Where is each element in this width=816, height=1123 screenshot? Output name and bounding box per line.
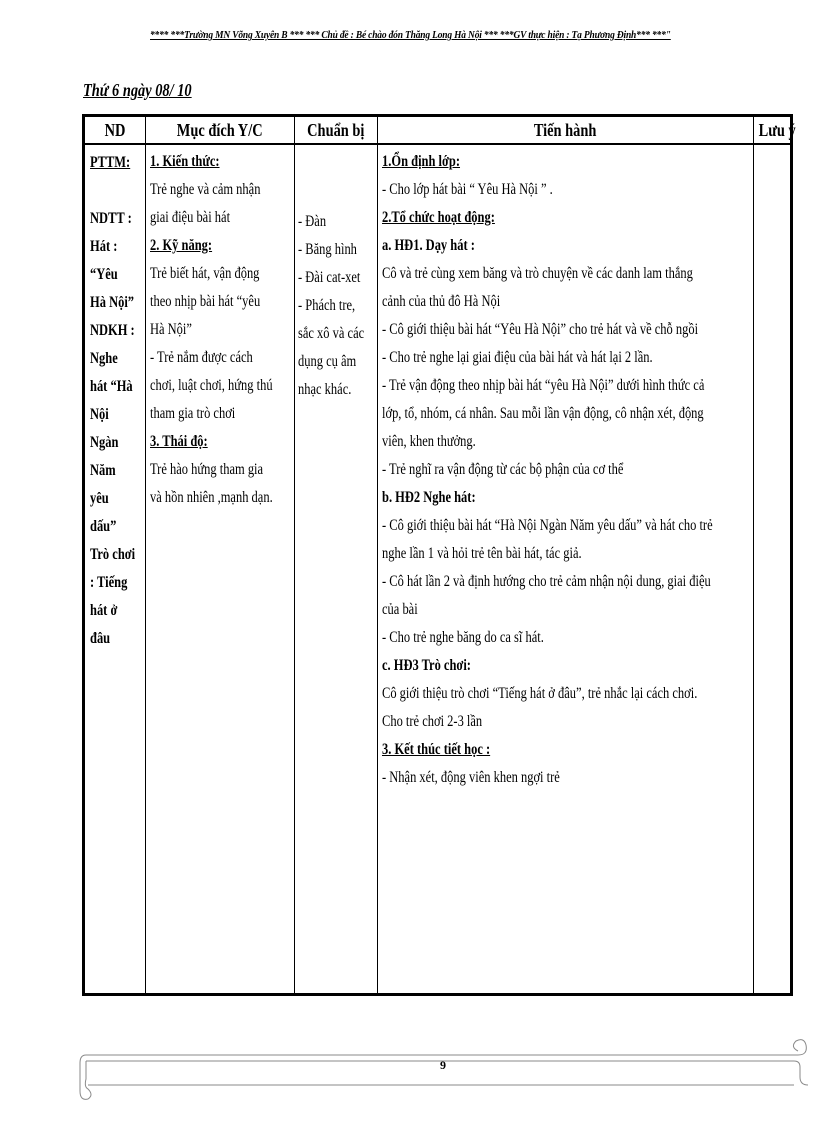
- nd-line: Nghe: [90, 350, 118, 367]
- chuan-bi-cell: [295, 144, 378, 995]
- chuan-bi-line: - Phách tre,: [298, 297, 356, 314]
- muc-dich-line: Trẻ biết hát, vận động: [150, 265, 260, 282]
- nd-line: : Tiếng: [90, 574, 128, 591]
- header-luu-y: Lưu ý: [754, 116, 792, 145]
- muc-dich-line: chơi, luật chơi, hứng thú: [150, 377, 273, 394]
- tien-hanh-line: Cô và trẻ cùng xem băng và trò chuyện về các danh lam thắng: [382, 265, 693, 282]
- nd-line: PTTM:: [90, 154, 131, 171]
- nd-line: Hà Nội”: [90, 294, 135, 311]
- luu-y-cell: [754, 144, 792, 995]
- header-nd: ND: [84, 116, 146, 145]
- nd-line: Năm: [90, 462, 116, 479]
- tien-hanh-line: - Cô giới thiệu bài hát “Hà Nội Ngàn Năm yêu dấu” và hát cho trẻ: [382, 517, 713, 534]
- tien-hanh-line: - Trẻ nghĩ ra vận động từ các bộ phận của cơ thể: [382, 461, 624, 478]
- date-title: Thứ 6 ngày 08/ 10: [83, 80, 192, 100]
- chuan-bi-line: nhạc khác.: [298, 381, 352, 398]
- tien-hanh-line: Cho trẻ chơi 2-3 lần: [382, 713, 483, 730]
- muc-dich-line: tham gia trò chơi: [150, 405, 236, 422]
- tien-hanh-line: viên, khen thưởng.: [382, 433, 476, 450]
- header-chuan-bi: Chuẩn bị: [295, 116, 378, 145]
- tien-hanh-line: Cô giới thiệu trò chơi “Tiếng hát ở đâu”, trẻ nhắc lại cách chơi.: [382, 685, 698, 702]
- muc-dich-line: Trẻ nghe và cảm nhận: [150, 181, 261, 198]
- nd-line: hát “Hà: [90, 378, 133, 395]
- page-header: **** ***Trường MN Võng Xuyên B *** *** Chủ đề : Bé chào đón Thăng Long Hà Nội *** ***GV thực hiện : Tạ Phương Định*** ***": [150, 29, 671, 41]
- tien-hanh-line: a. HĐ1. Dạy hát :: [382, 237, 475, 254]
- tien-hanh-line: 2.Tổ chức hoạt động:: [382, 209, 495, 226]
- tien-hanh-cell: [378, 144, 754, 995]
- tien-hanh-line: - Cho trẻ nghe lại giai điệu của bài hát và hát lại 2 lần.: [382, 349, 653, 366]
- tien-hanh-line: 1.Ổn định lớp:: [382, 153, 461, 170]
- muc-dich-line: - Trẻ nắm được cách: [150, 349, 253, 366]
- nd-line: Trò chơi: [90, 546, 136, 563]
- muc-dich-cell: [146, 144, 295, 995]
- muc-dich-line: Hà Nội”: [150, 321, 192, 338]
- chuan-bi-line: - Đài cat-xet: [298, 269, 361, 286]
- table-body-row: [84, 144, 792, 995]
- muc-dich-line: 1. Kiến thức:: [150, 153, 220, 170]
- chuan-bi-line: sắc xô và các: [298, 325, 365, 342]
- nd-line: đâu: [90, 630, 111, 647]
- lesson-plan-table: [82, 114, 796, 996]
- tien-hanh-line: 3. Kết thúc tiết học :: [382, 741, 491, 758]
- table-header-row: [84, 116, 792, 145]
- chuan-bi-line: dụng cụ âm: [298, 353, 357, 370]
- muc-dich-content: [146, 145, 294, 512]
- muc-dich-line: giai điệu bài hát: [150, 209, 231, 226]
- muc-dich-line: và hồn nhiên ,mạnh dạn.: [150, 489, 273, 506]
- tien-hanh-line: b. HĐ2 Nghe hát:: [382, 489, 476, 506]
- nd-line: yêu: [90, 490, 109, 507]
- muc-dich-line: 2. Kỹ năng:: [150, 237, 213, 254]
- nd-line: [90, 177, 133, 205]
- muc-dich-line: theo nhịp bài hát “yêu: [150, 293, 261, 310]
- tien-hanh-line: - Cho lớp hát bài “ Yêu Hà Nội ” .: [382, 181, 553, 198]
- tien-hanh-line: lớp, tổ, nhóm, cá nhân. Sau mỗi lần vận động, cô nhận xét, động: [382, 405, 704, 422]
- chuan-bi-content: [295, 145, 377, 404]
- chuan-bi-line: - Băng hình: [298, 241, 357, 258]
- tien-hanh-line: - Cô hát lần 2 và định hướng cho trẻ cảm nhận nội dung, giai điệu: [382, 573, 711, 590]
- header-tien-hanh: Tiến hành: [378, 116, 754, 145]
- nd-line: Hát :: [90, 238, 118, 255]
- tien-hanh-line: cảnh của thủ đô Hà Nội: [382, 293, 501, 310]
- muc-dich-line: Trẻ hào hứng tham gia: [150, 461, 264, 478]
- tien-hanh-line: nghe lần 1 và hỏi trẻ tên bài hát, tác giả.: [382, 545, 582, 562]
- chuan-bi-line: - Đàn: [298, 213, 327, 230]
- nd-cell: [84, 144, 146, 995]
- tien-hanh-line: của bài: [382, 601, 418, 618]
- tien-hanh-content: [378, 145, 753, 792]
- tien-hanh-line: - Trẻ vận động theo nhịp bài hát “yêu Hà Nội” dưới hình thức cả: [382, 377, 705, 394]
- page-number: 9: [440, 1058, 446, 1072]
- nd-line: NDKH :: [90, 322, 135, 339]
- header-muc-dich: Mục đích Y/C: [146, 116, 295, 145]
- tien-hanh-line: - Nhận xét, động viên khen ngợi trẻ: [382, 769, 560, 786]
- muc-dich-line: 3. Thái độ:: [150, 433, 208, 450]
- tien-hanh-line: - Cô giới thiệu bài hát “Yêu Hà Nội” cho trẻ hát và về chỗ ngồi: [382, 321, 699, 338]
- nd-line: hát ở: [90, 602, 118, 619]
- tien-hanh-line: - Cho trẻ nghe băng do ca sĩ hát.: [382, 629, 544, 646]
- nd-line: dấu”: [90, 518, 117, 535]
- nd-line: NDTT :: [90, 210, 132, 227]
- nd-line: Ngàn: [90, 434, 119, 451]
- tien-hanh-line: c. HĐ3 Trò chơi:: [382, 657, 471, 674]
- nd-line: “Yêu: [90, 266, 118, 283]
- nd-content: [85, 145, 145, 653]
- nd-line: Nội: [90, 406, 109, 423]
